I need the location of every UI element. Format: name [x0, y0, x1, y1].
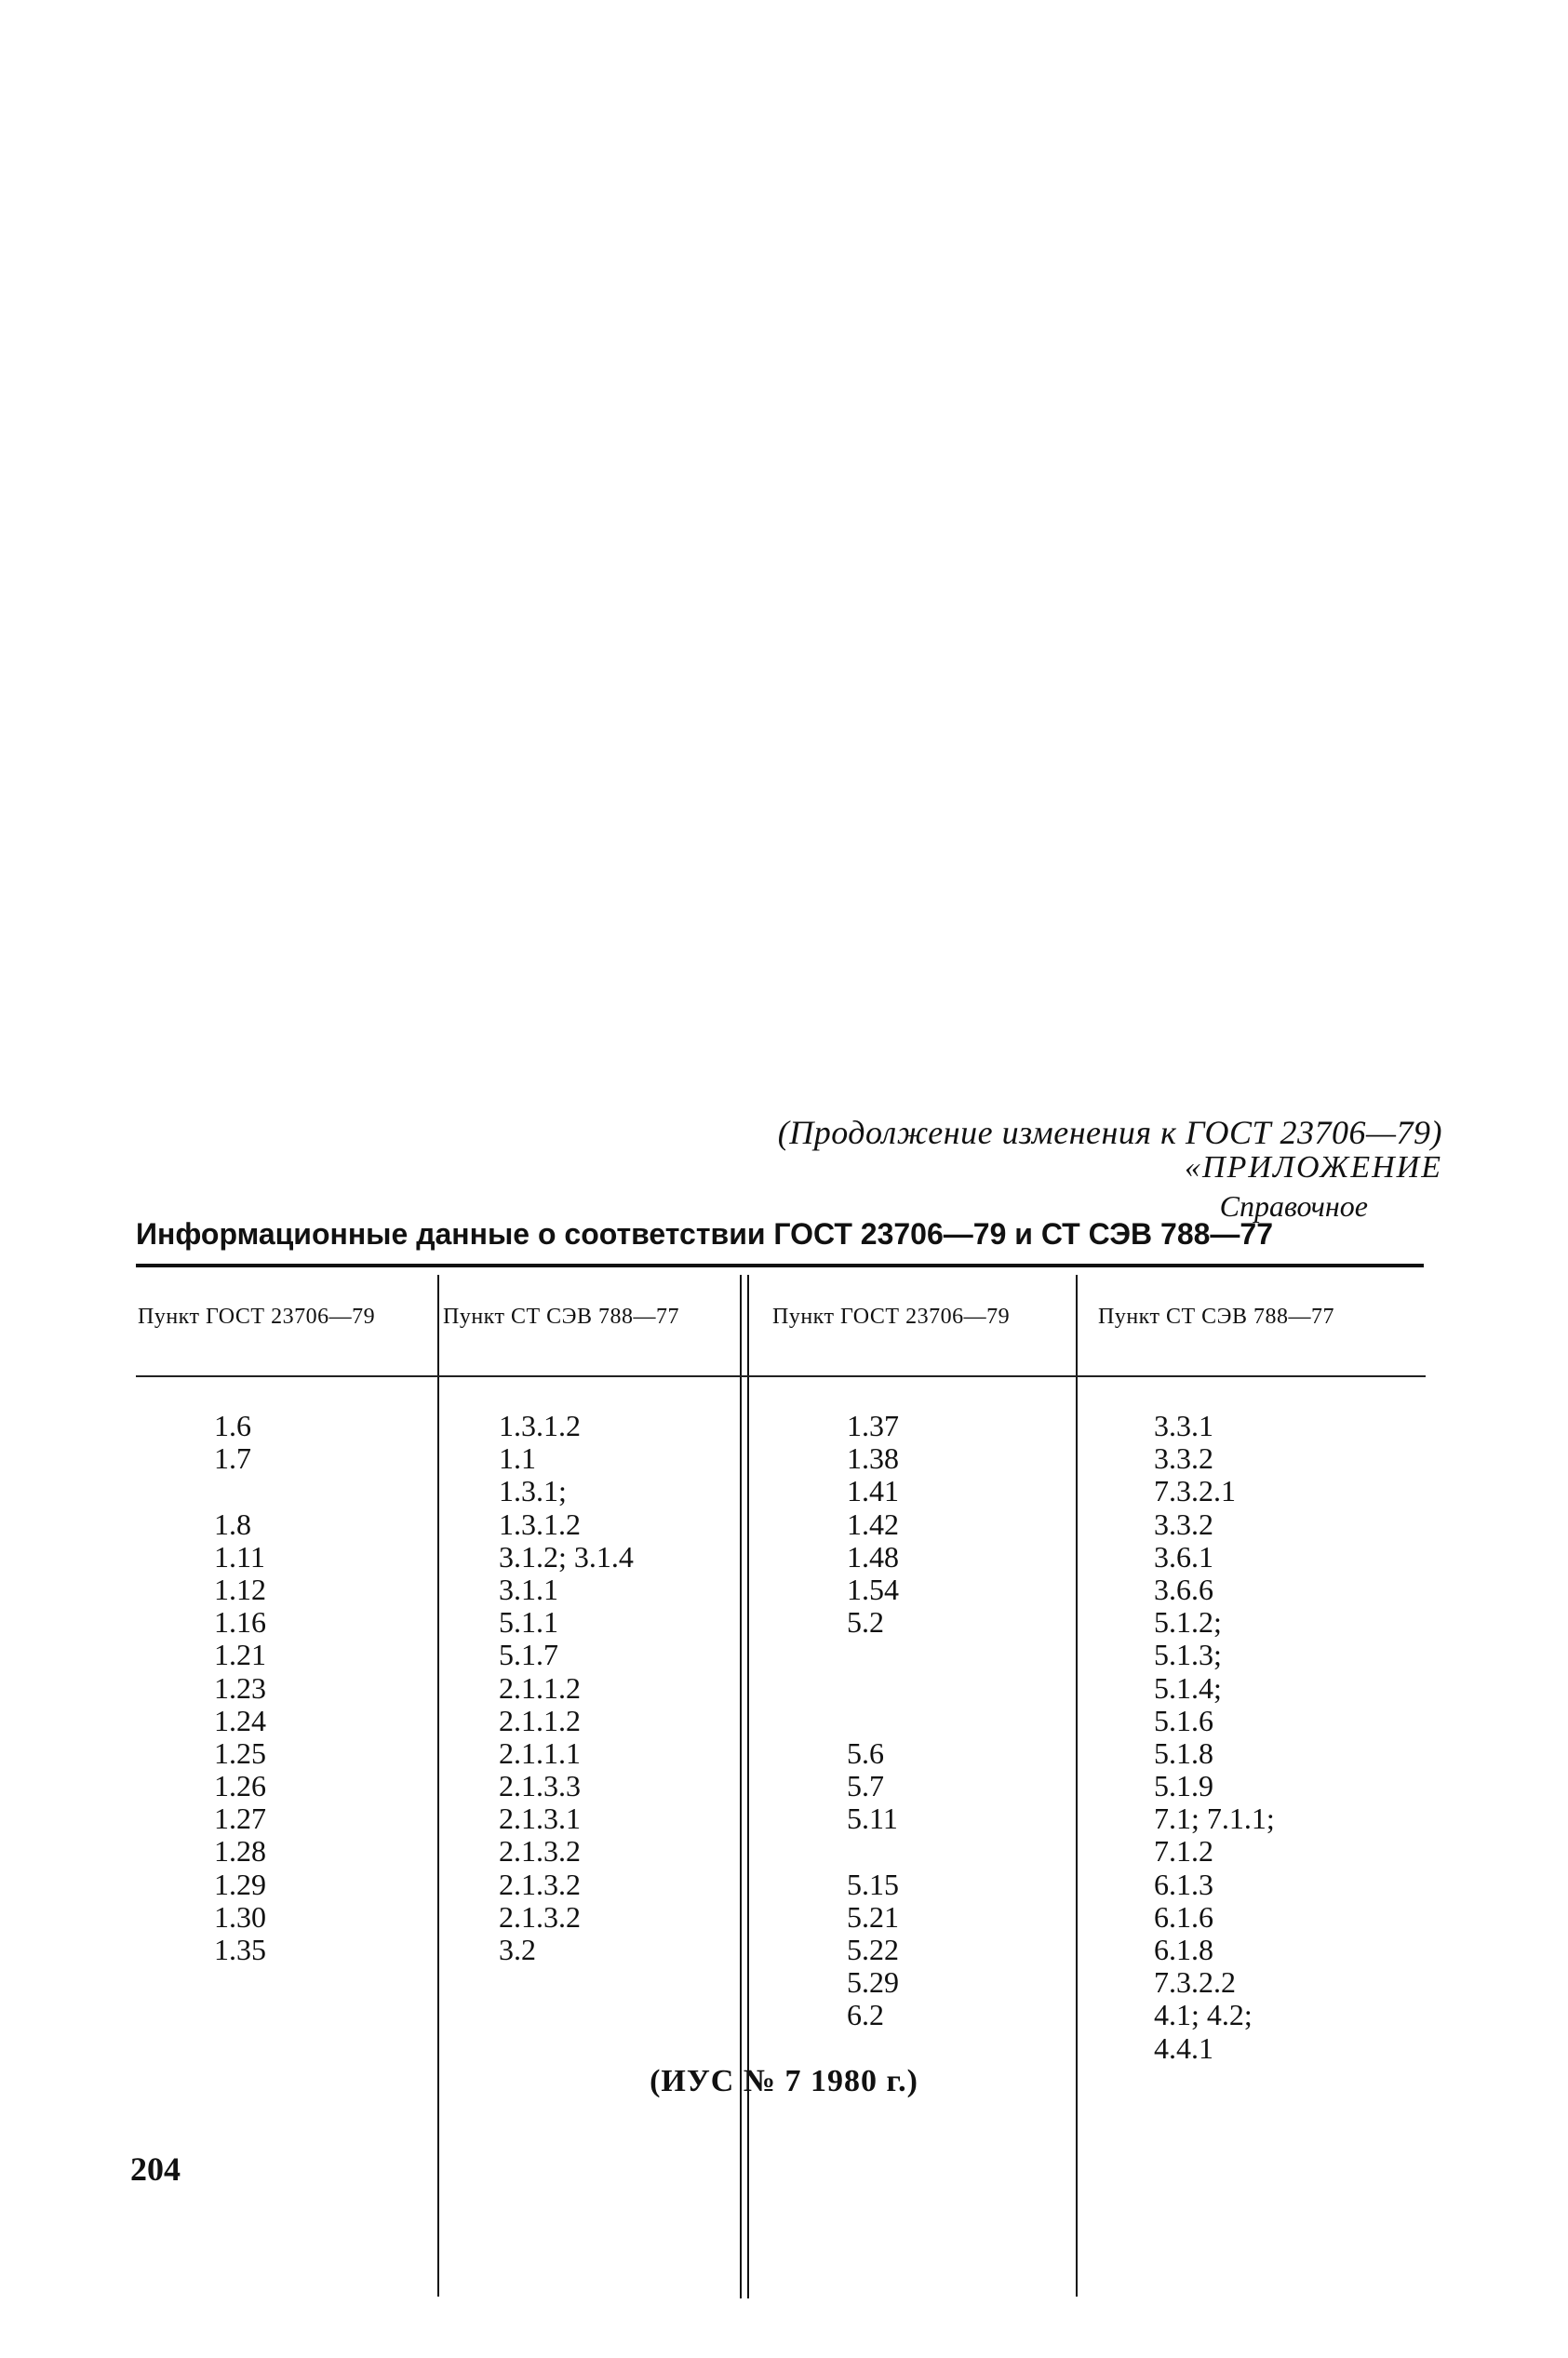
table-cell: 5.21: [847, 1899, 899, 1934]
column-header-sev-right: Пункт СТ СЭВ 788—77: [1098, 1305, 1335, 1329]
table-cell: 1.3.1.2: [499, 1409, 581, 1442]
table-cell: 3.2: [499, 1933, 536, 1966]
table-cell: 5.1.1: [499, 1605, 558, 1640]
column-right-gost: [847, 1410, 899, 2065]
table-cell: 5.1.6: [1154, 1703, 1213, 1737]
table-cell: 1.27: [214, 1802, 266, 1836]
table-cell: 1.30: [214, 1899, 266, 1934]
table-cell: 2.1.3.2: [499, 1867, 581, 1901]
table-cell: 1.8: [214, 1507, 251, 1541]
table-cell: 1.28: [214, 1834, 266, 1869]
column-left-sev: [499, 1410, 634, 1966]
table-cell: 1.7: [214, 1441, 251, 1476]
table-cell: 1.29: [214, 1867, 266, 1901]
page-number: 204: [130, 2150, 181, 2188]
table-cell: 5.1.8: [1154, 1735, 1213, 1770]
table-cell: 2.1.1.1: [499, 1735, 581, 1770]
table-cell: 6.2: [847, 1998, 884, 2032]
column-header-gost-right: Пункт ГОСТ 23706—79: [772, 1305, 1011, 1329]
table-cell: 1.1: [499, 1441, 536, 1476]
table-cell: 1.54: [847, 1572, 899, 1606]
appendix-label: «ПРИЛОЖЕНИЕ: [1185, 1150, 1442, 1185]
table-cell: 7.1; 7.1.1;: [1154, 1802, 1275, 1836]
table-cell: 3.3.1: [1154, 1409, 1213, 1442]
table-top-rule: [136, 1264, 1424, 1267]
column-divider-2b: [747, 1275, 749, 2298]
table-cell: [847, 2032, 899, 2065]
table-cell: 7.1.2: [1154, 1834, 1213, 1869]
table-cell: 1.25: [214, 1735, 266, 1770]
column-divider-2a: [740, 1275, 742, 2298]
table-cell: 2.1.3.3: [499, 1769, 581, 1803]
table-cell: 5.11: [847, 1802, 898, 1836]
table-cell: 1.23: [214, 1670, 266, 1705]
table-cell: 5.1.3;: [1154, 1638, 1222, 1672]
table-cell: 2.1.3.2: [499, 1834, 581, 1869]
column-divider-1: [437, 1275, 439, 2297]
footer-note: (ИУС № 7 1980 г.): [650, 2064, 918, 2098]
table-cell: 5.29: [847, 1965, 899, 2000]
table-cell: 5.1.9: [1154, 1769, 1213, 1803]
table-cell: 5.7: [847, 1769, 884, 1803]
table-cell: 5.15: [847, 1867, 899, 1901]
table-cell: 3.1.2; 3.1.4: [499, 1539, 634, 1574]
table-cell: 2.1.1.2: [499, 1670, 581, 1705]
table-cell: 6.1.8: [1154, 1933, 1213, 1966]
table-cell: 1.42: [847, 1507, 899, 1541]
column-left-gost: [214, 1410, 266, 1966]
column-header-sev-left: Пункт СТ СЭВ 788—77: [443, 1305, 680, 1329]
continuation-note: (Продолжение изменения к ГОСТ 23706—79): [777, 1114, 1442, 1151]
table-cell: 6.1.6: [1154, 1899, 1213, 1934]
table-cell: 6.1.3: [1154, 1867, 1213, 1901]
table-cell: 3.3.2: [1154, 1507, 1213, 1541]
table-cell: 1.11: [214, 1539, 265, 1574]
column-header-gost-left: Пункт ГОСТ 23706—79: [138, 1305, 376, 1329]
table-cell: 1.6: [214, 1409, 251, 1442]
table-cell: [847, 1639, 899, 1671]
table-cell: [847, 1835, 899, 1868]
table-cell: 1.16: [214, 1605, 266, 1640]
table-cell: 4.1; 4.2;: [1154, 1998, 1253, 2032]
table-cell: 1.26: [214, 1769, 266, 1803]
table-cell: 5.1.4;: [1154, 1670, 1222, 1705]
table-cell: 5.6: [847, 1735, 884, 1770]
table-cell: 5.1.7: [499, 1638, 558, 1672]
table-cell: 3.6.6: [1154, 1572, 1213, 1606]
table-cell: 1.3.1.2: [499, 1507, 581, 1541]
table-cell: 7.3.2.2: [1154, 1965, 1236, 2000]
table-cell: 1.38: [847, 1441, 899, 1476]
table-cell: 3.1.1: [499, 1572, 558, 1606]
table-cell: 1.3.1;: [499, 1474, 567, 1508]
header-bottom-rule: [136, 1375, 1426, 1377]
table-cell: [214, 1475, 266, 1507]
appendix-type: Справочное: [1219, 1189, 1368, 1223]
table-cell: 1.41: [847, 1474, 899, 1508]
column-right-sev: [1154, 1410, 1275, 2065]
table-cell: 4.4.1: [1154, 2030, 1213, 2065]
table-cell: 2.1.3.1: [499, 1802, 581, 1836]
table-cell: 1.12: [214, 1572, 266, 1606]
table-cell: 5.22: [847, 1933, 899, 1966]
table-cell: [847, 1672, 899, 1705]
table-cell: 1.21: [214, 1638, 266, 1672]
table-cell: 3.3.2: [1154, 1441, 1213, 1476]
table-cell: [847, 1705, 899, 1737]
table-cell: 1.35: [214, 1933, 266, 1966]
table-cell: 2.1.1.2: [499, 1703, 581, 1737]
table-cell: 1.37: [847, 1409, 899, 1442]
table-cell: 2.1.3.2: [499, 1899, 581, 1934]
table-cell: 1.24: [214, 1703, 266, 1737]
table-cell: 7.3.2.1: [1154, 1474, 1236, 1508]
table-cell: 5.2: [847, 1605, 884, 1640]
column-divider-3: [1076, 1275, 1078, 2297]
table-cell: 1.48: [847, 1539, 899, 1574]
table-cell: 5.1.2;: [1154, 1605, 1222, 1640]
table-title: Информационные данные о соответствии ГОСТ 23706—79 и СТ СЭВ 788—77: [136, 1217, 1273, 1251]
table-cell: 3.6.1: [1154, 1539, 1213, 1574]
